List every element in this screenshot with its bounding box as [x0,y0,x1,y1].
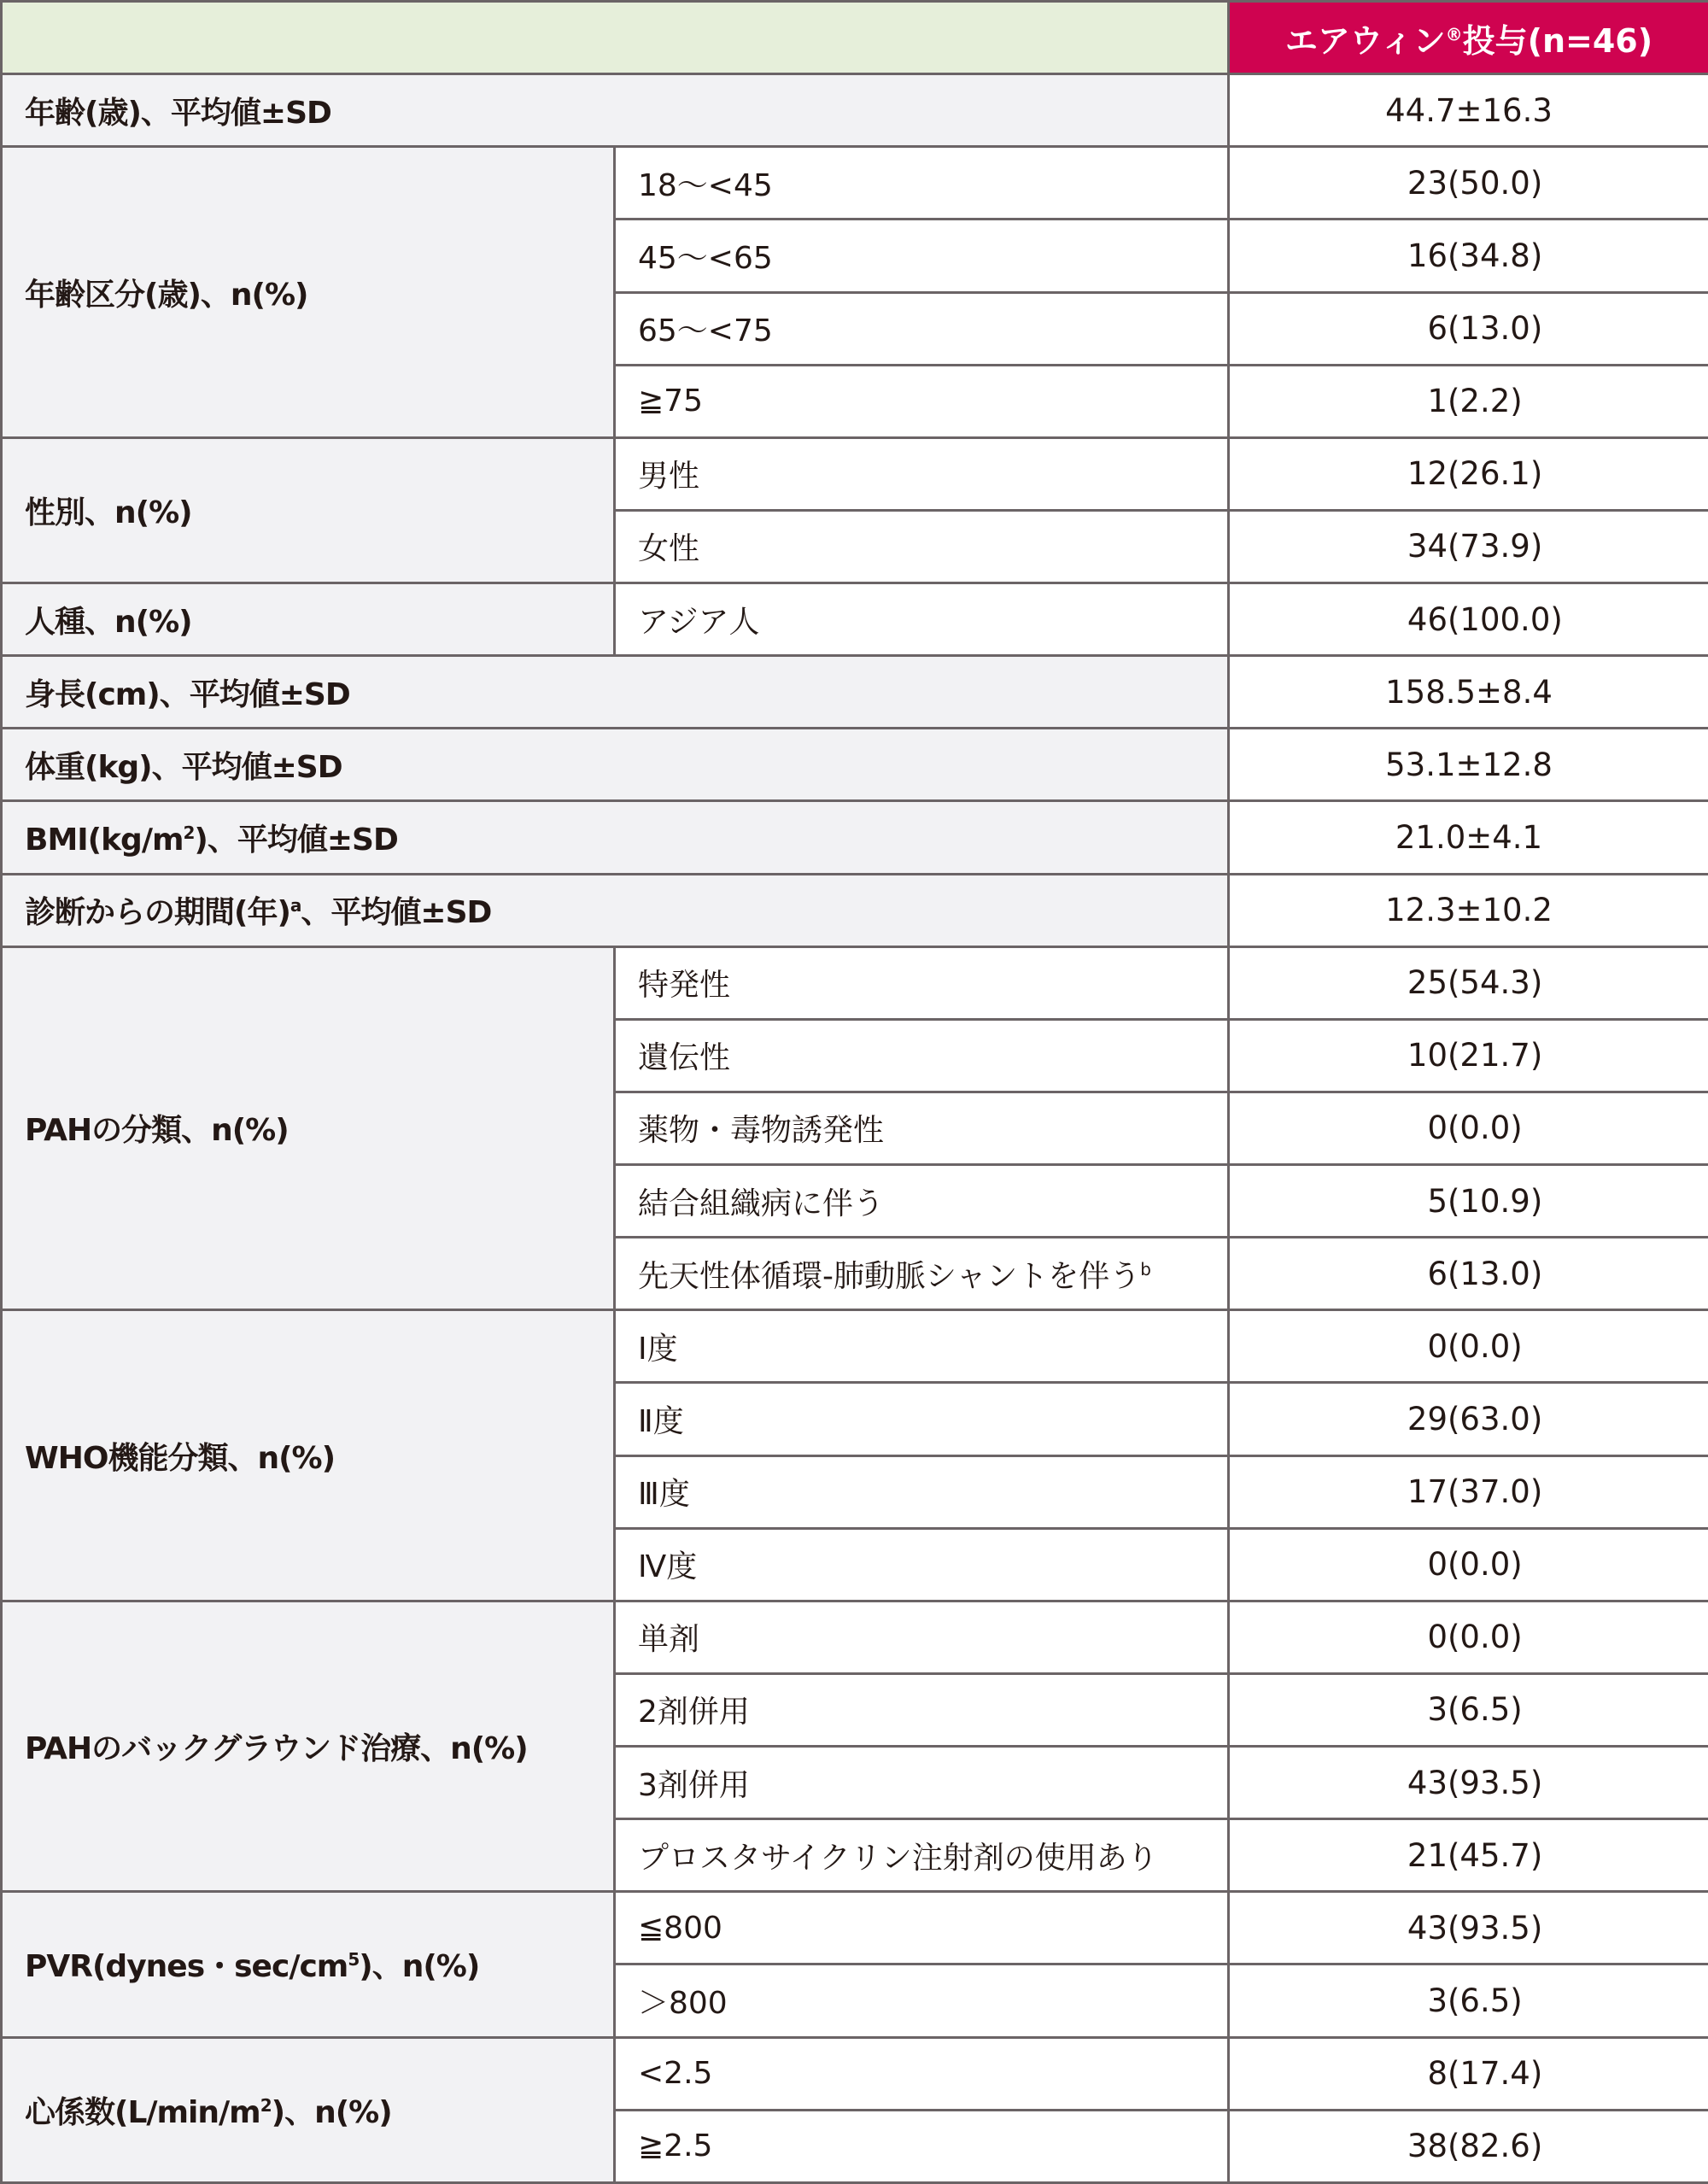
row-value: 21.0±4.1 [1229,801,1708,874]
row-label: 性別、n(%) [2,437,615,583]
row-label: PAHの分類、n(%) [2,946,615,1310]
row-value: 29 (63.0) [1229,1383,1708,1455]
row-value: 1 (2.2) [1229,365,1708,437]
row-label: 身長(cm)、平均値±SD [2,656,1229,729]
row-value: 5 (10.9) [1229,1165,1708,1238]
row-label: 体重(kg)、平均値±SD [2,729,1229,801]
sub-label: 女性 [615,510,1229,583]
sub-label: 単剤 [615,1601,1229,1673]
footnote-b: b [1140,1258,1151,1279]
sub-label: 薬物・毒物誘発性 [615,1092,1229,1164]
sub-label: プロスタサイクリン注射剤の使用あり [615,1819,1229,1892]
row-value: 38 (82.6) [1229,2110,1708,2182]
header-blank-cell [2,2,1229,74]
row-value: 16 (34.8) [1229,220,1708,292]
sub-label: ＞800 [615,1964,1229,2037]
row-value: 0 (0.0) [1229,1601,1708,1673]
row-value: 0 (0.0) [1229,1092,1708,1164]
sub-label: アジア人 [615,583,1229,656]
row-value: 44.7±16.3 [1229,74,1708,147]
table-row [2,2037,1708,2110]
sub-label: ≦800 [615,1892,1229,1964]
header-row [2,2,1708,74]
table-row [2,801,1708,874]
row-value: 17 (37.0) [1229,1455,1708,1528]
sub-label: 65～<75 [615,292,1229,365]
sub-label: Ⅲ度 [615,1455,1229,1528]
row-value: 12.3±10.2 [1229,874,1708,946]
row-value: 6 (13.0) [1229,1238,1708,1310]
row-value: 158.5±8.4 [1229,656,1708,729]
row-label: PVR(dynes・$\sec/cm^5$)、n(%) [2,1892,615,2037]
sub-label: Ⅳ度 [615,1528,1229,1601]
row-label: 年齢区分(歳)、n(%) [2,147,615,438]
row-value: 25 (54.3) [1229,946,1708,1019]
sub-label: 結合組織病に伴う [615,1165,1229,1238]
table-row [2,74,1708,147]
row-value: 43 (93.5) [1229,1892,1708,1964]
row-label: 診断からの期間(年)$^a$、平均値±SD [2,874,1229,946]
sub-label: ≧75 [615,365,1229,437]
sub-label: 遺伝性 [615,1019,1229,1092]
row-value: 3 (6.5) [1229,1964,1708,2037]
table-row [2,1601,1708,1673]
sub-label: 男性 [615,437,1229,510]
table-row [2,1310,1708,1383]
row-value: 34 (73.9) [1229,510,1708,583]
row-value: 3 (6.5) [1229,1673,1708,1746]
row-value: 46 (100.0) [1229,583,1708,656]
row-label: 人種、n(%) [2,583,615,656]
row-value: 23 (50.0) [1229,147,1708,220]
sub-label: 3剤併用 [615,1747,1229,1819]
table-row [2,147,1708,220]
row-value: 10 (21.7) [1229,1019,1708,1092]
sub-label: 45～<65 [615,220,1229,292]
row-value: 0 (0.0) [1229,1528,1708,1601]
sub-label: Ⅰ度 [615,1310,1229,1383]
sub-label: 特発性 [615,946,1229,1019]
row-label: WHO機能分類、n(%) [2,1310,615,1601]
sub-label: <2.5 [615,2037,1229,2110]
row-value: 53.1±12.8 [1229,729,1708,801]
row-value: 8 (17.4) [1229,2037,1708,2110]
table-row [2,729,1708,801]
sub-label: 18～<45 [615,147,1229,220]
row-label: 心係数$(L/\min/m^2)$、n(%) [2,2037,615,2183]
arm-label: エアウィン [1284,21,1446,60]
row-label: 年齢(歳)、平均値±SD [2,74,1229,147]
row-label: $BMI(kg/m^2)$、平均値±SD [2,801,1229,874]
header-arm-cell [1229,2,1708,74]
sub-label: 先天性体循環-肺動脈シャントを伴う$^b$ [615,1238,1229,1310]
row-value: 0 (0.0) [1229,1310,1708,1383]
row-value: 12 (26.1) [1229,437,1708,510]
footnote-a: a [290,895,301,916]
table-row [2,1892,1708,1964]
row-value: 43 (93.5) [1229,1747,1708,1819]
row-value: 21 (45.7) [1229,1819,1708,1892]
row-value: 6 (13.0) [1229,292,1708,365]
row-label: PAHのバックグラウンド治療、n(%) [2,1601,615,1892]
table-row [2,874,1708,946]
table-row [2,946,1708,1019]
sub-label: Ⅱ度 [615,1383,1229,1455]
table-row [2,437,1708,510]
registered-mark: ® [1445,23,1463,44]
sub-label: ≧2.5 [615,2110,1229,2182]
arm-suffix: 投与(n=46) [1462,21,1653,60]
sub-label: 2剤併用 [615,1673,1229,1746]
table-row [2,583,1708,656]
table-row [2,656,1708,729]
